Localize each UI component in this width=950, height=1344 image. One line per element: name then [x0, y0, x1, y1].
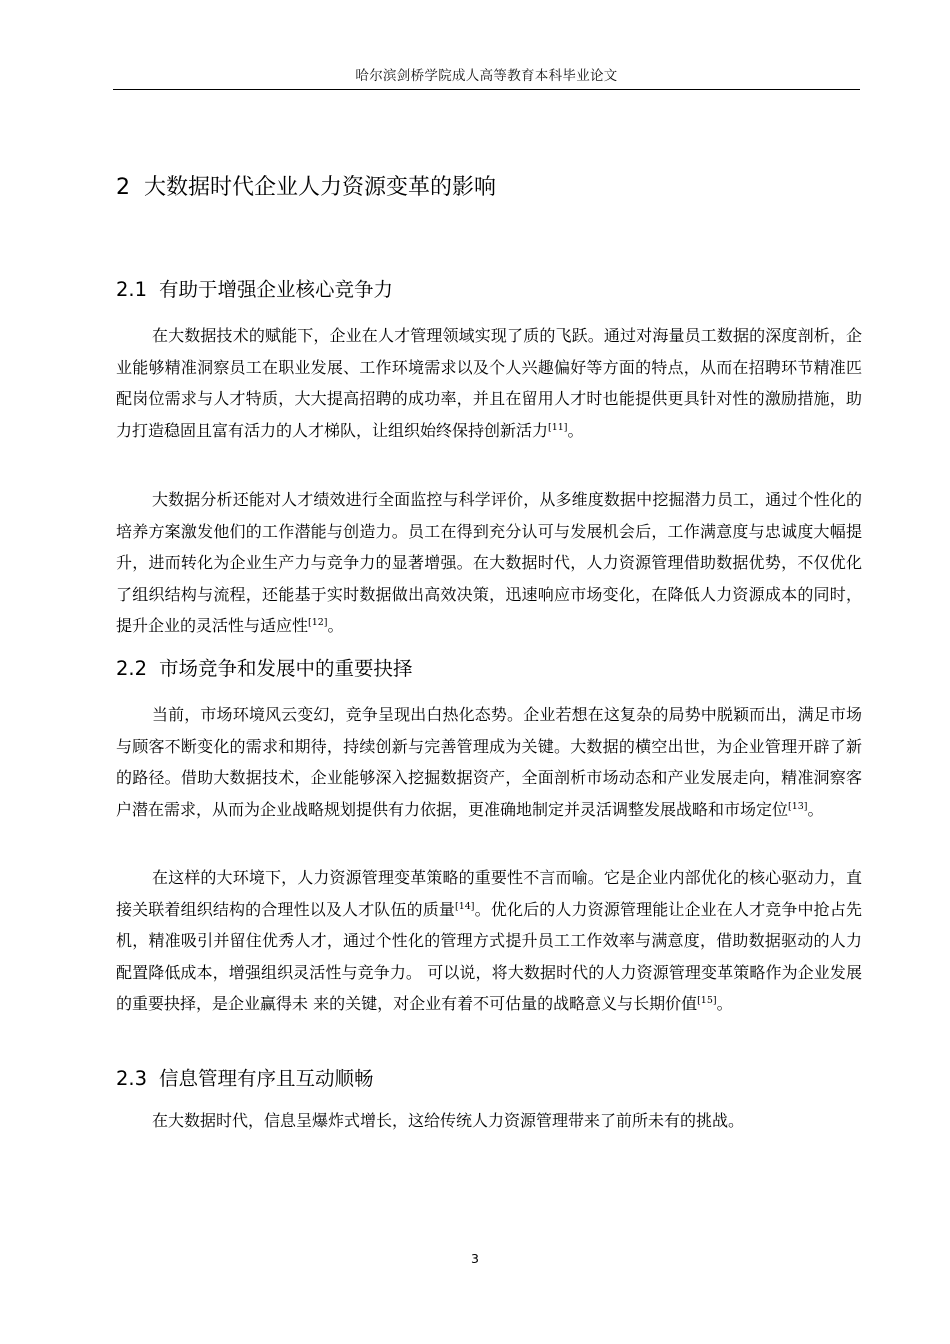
paragraph — [116, 862, 862, 1020]
section-heading-2-2 — [116, 655, 413, 683]
paragraph-tail: 。 — [327, 616, 344, 636]
section-heading-2-3 — [116, 1065, 374, 1093]
chapter-title — [116, 172, 496, 204]
paragraph-tail: 。 — [807, 799, 824, 819]
section-title-text: 有助于增强企业核心竞争力 — [159, 278, 394, 301]
section-title-text: 市场竞争和发展中的重要抉择 — [159, 657, 413, 680]
section-title-text: 信息管理有序且互动顺畅 — [159, 1067, 374, 1090]
citation-ref: [12] — [308, 617, 328, 629]
citation-ref: [15] — [697, 995, 717, 1007]
paragraph-text: 大数据分析还能对人才绩效进行全面监控与科学评价，从多维度数据中挖掘潜力员工，通过个性化的培养方案激发他们的工作潜能与创造力。员工在得到充分认可与发展机会后，工作满意度与忠诚度大幅提升，进而转化为企业生产力与竞争力的显著增强。在大数据时代，人力资源管理借助数据优势，不仅优化了组织结构与流程，还能基于实时数据做出高效决策，迅速响应市场变化，在降低人力资源成本的同时，提升企业的灵活性与适应性 — [116, 490, 862, 636]
paragraph-tail: 。优化后的人力资源管理能让企业在人才竞争中抢占先机，精准吸引并留住优秀人才，通过个性化的管理方式提升员工工作效率与满意度，借助数据驱动的人力配置降低成本，增强组织灵活性与竞争力。 可以说，将大数据时代的人力资源管理变革策略作为企业发展的重要抉择，是企业赢得未 来的关键，对企业有着不可估量的战略意义与长期价值 — [116, 899, 862, 1014]
paragraph — [116, 484, 862, 642]
paragraph — [116, 699, 862, 825]
chapter-title-text: 大数据时代企业人力资源变革的影响 — [144, 175, 497, 200]
paragraph-tail: 。 — [716, 994, 733, 1014]
paragraph — [116, 320, 862, 446]
citation-ref: [11] — [548, 421, 568, 433]
header-divider — [113, 89, 860, 90]
paragraph-text: 当前，市场环境风云变幻，竞争呈现出白热化态势。企业若想在这复杂的局势中脱颖而出，满足市场与顾客不断变化的需求和期待，持续创新与完善管理成为关键。大数据的横空出世，为企业管理开辟了新的路径。借助大数据技术，企业能够深入挖掘数据资产，全面剖析市场动态和产业发展走向，精准洞察客户潜在需求，从而为企业战略规划提供有力依据，更准确地制定并灵活调整发展战略和市场定位 — [116, 705, 862, 819]
citation-ref: [13] — [788, 800, 808, 812]
section-heading-2-1 — [116, 276, 393, 304]
running-header: 哈尔滨剑桥学院成人高等教育本科毕业论文 — [355, 68, 618, 84]
citation-ref: [14] — [455, 900, 475, 912]
paragraph-text: 在大数据技术的赋能下，企业在人才管理领域实现了质的飞跃。通过对海量员工数据的深度剖析，企业能够精准洞察员工在职业发展、工作环境需求以及个人兴趣偏好等方面的特点，从而在招聘环节精准匹配岗位需求与人才特质，大大提高招聘的成功率，并且在留用人才时也能提供更具针对性的激励措施，助力打造稳固且富有活力的人才梯队，让组织始终保持创新活力 — [116, 326, 862, 440]
section-number: 2.2 — [116, 657, 148, 680]
paragraph-tail: 。 — [567, 420, 584, 440]
paragraph — [116, 1105, 862, 1137]
paragraph-text: 在这样的大环境下，人力资源管理变革策略的重要性不言而喻。它是企业内部优化的核心驱动力，直接关联着组织结构的合理性以及人才队伍的质量 — [116, 868, 862, 919]
chapter-number: 2 — [116, 175, 130, 200]
paragraph-text: 在大数据时代，信息呈爆炸式增长，这给传统人力资源管理带来了前所未有的挑战。 — [152, 1111, 745, 1130]
section-number: 2.3 — [116, 1067, 148, 1090]
section-number: 2.1 — [116, 278, 148, 301]
page-number: 3 — [471, 1251, 479, 1266]
